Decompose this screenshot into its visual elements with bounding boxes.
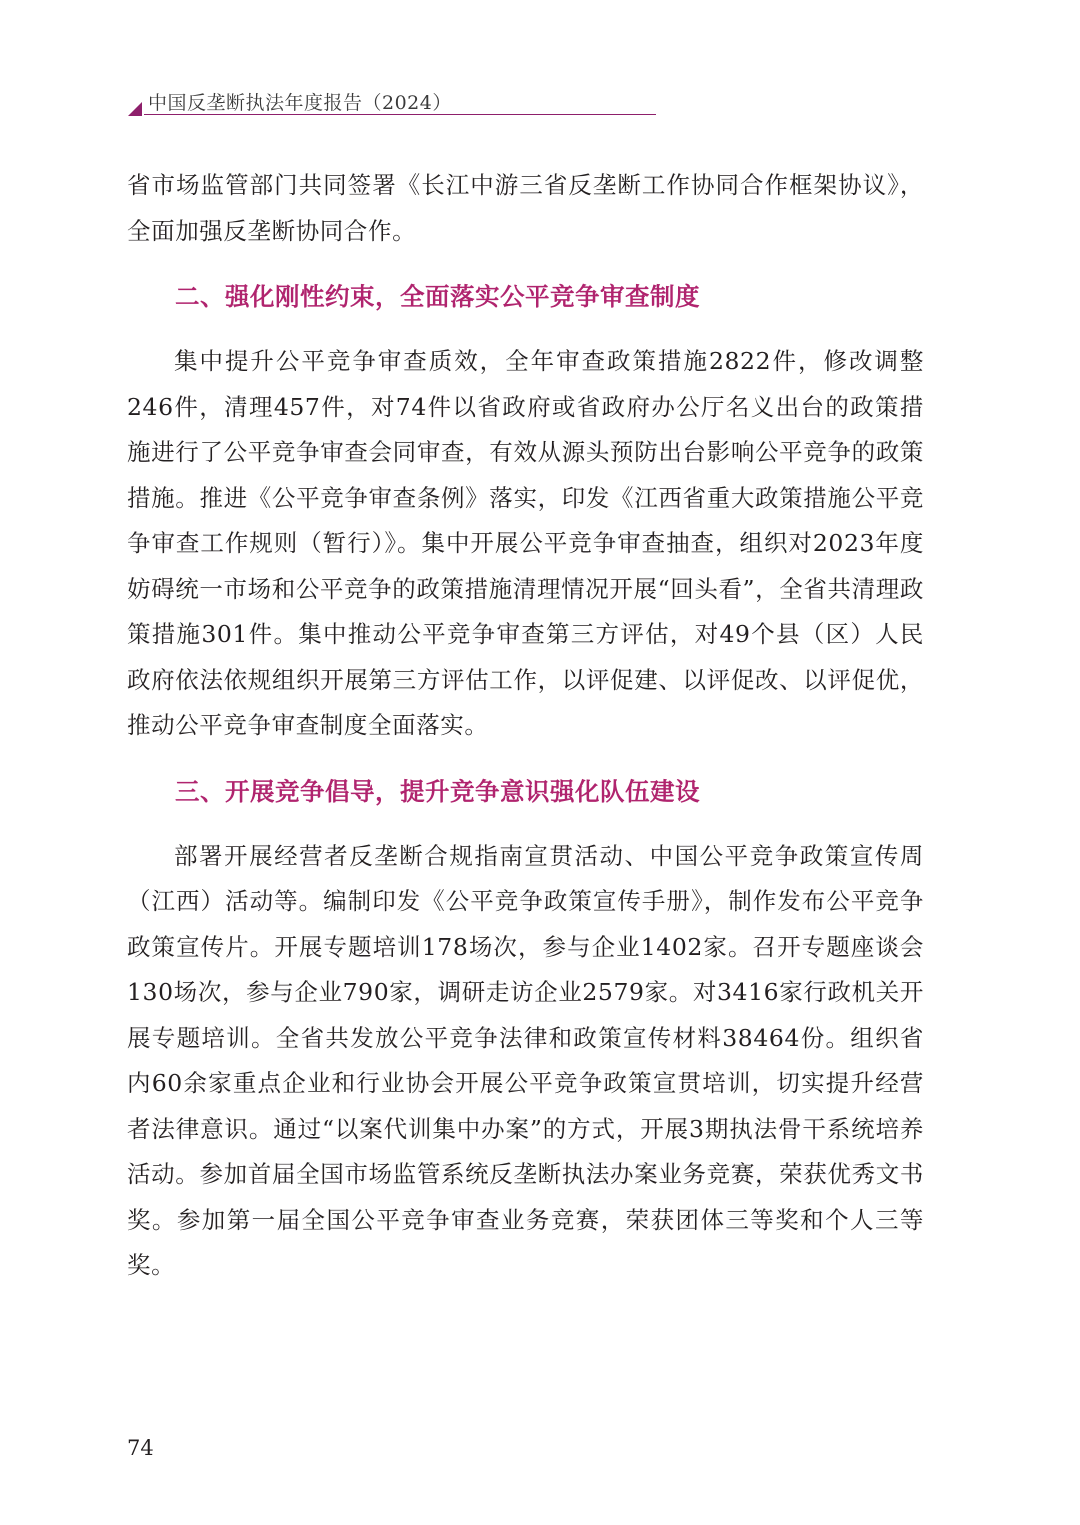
intro-paragraph: 省市场监管部门共同签署《长江中游三省反垄断工作协同合作框架协议》，全面加强反垄断协同合作。 <box>127 171 924 245</box>
page-body <box>127 163 924 1289</box>
section-2-paragraph: 集中提升公平竞争审查质效，全年审查政策措施2822件，修改调整246件，清理457件，对74件以省政府或省政府办公厅名义出台的政策措施进行了公平竞争审查会同审查，有效从源头预防出台影响公平竞争的政策措施。推进《公平竞争审查条例》落实，印发《江西省重大政策措施公平竞争审查工作规则（暂行）》。集中开展公平竞争审查抽查，组织对2023年度妨碍统一市场和公平竞争的政策措施清理情况开展“回头看”，全省共清理政策措施301件。集中推动公平竞争审查第三方评估，对49个县（区）人民政府依法依规组织开展第三方评估工作，以评促建、以评促改、以评促优，推动公平竞争审查制度全面落实。 <box>127 347 924 739</box>
running-header <box>128 88 656 118</box>
page-number: 74 <box>127 1436 154 1460</box>
section-3-paragraph: 部署开展经营者反垄断合规指南宣贯活动、中国公平竞争政策宣传周（江西）活动等。编制印发《公平竞争政策宣传手册》，制作发布公平竞争政策宣传片。开展专题培训178场次，参与企业1402家。召开专题座谈会130场次，参与企业790家，调研走访企业2579家。对3416家行政机关开展专题培训。全省共发放公平竞争法律和政策宣传材料38464份。组织省内60余家重点企业和行业协会开展公平竞争政策宣贯培训，切实提升经营者法律意识。通过“以案代训集中办案”的方式，开展3期执法骨干系统培养活动。参加首届全国市场监管系统反垄断执法办案业务竞赛，荣获优秀文书奖。参加第一届全国公平竞争审查业务竞赛，荣获团体三等奖和个人三等奖。 <box>127 841 924 1279</box>
triangle-marker-icon <box>128 102 142 116</box>
section-heading-3: 三、开展竞争倡导，提升竞争意识强化队伍建设 <box>175 776 700 806</box>
running-header-title: 中国反垄断执法年度报告（2024） <box>148 92 452 114</box>
header-rule <box>144 114 656 115</box>
section-heading-2: 二、强化刚性约束，全面落实公平竞争审查制度 <box>175 282 700 311</box>
